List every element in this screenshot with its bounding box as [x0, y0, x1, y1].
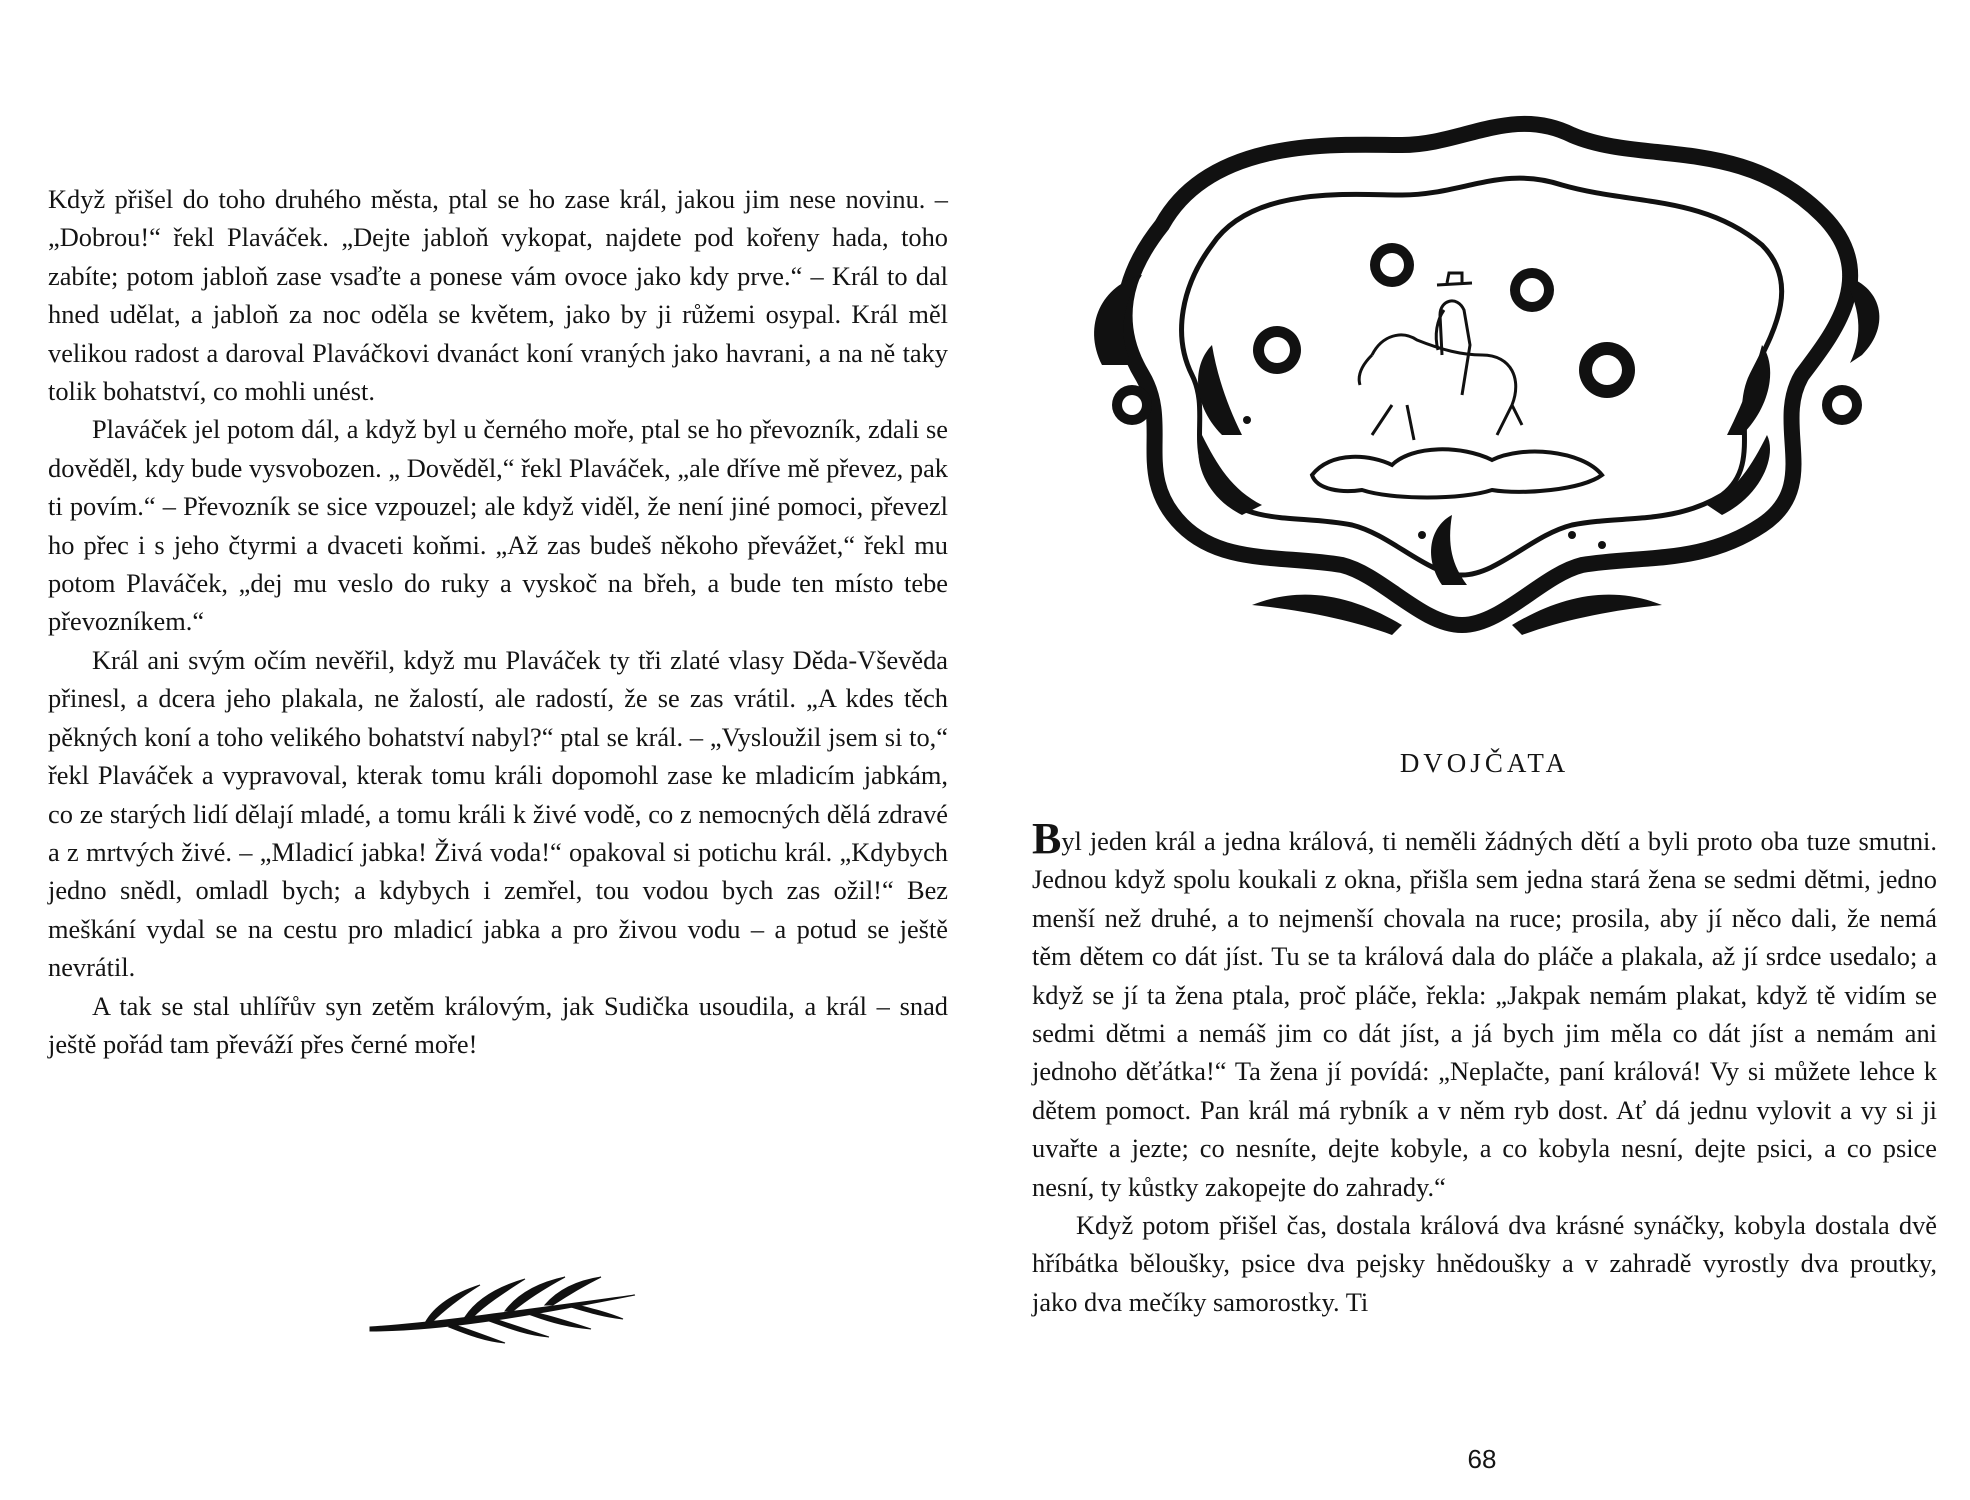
- paragraph: A tak se stal uhlířův syn zetěm královým, jak Sudička usoudila, a král – snad ještě pořád tam převáží přes černé moře!: [48, 990, 948, 1059]
- paragraph: Když potom přišel čas, dostala králová dva krásné synáčky, kobyla dostala dvě hříbátka běloušky, psice dva pejsky hnědoušky a v zahradě vyrostly dva proutky, jako dva mečíky samorostky. Ti: [1032, 1210, 1937, 1317]
- right-page: [1032, 0, 1937, 1500]
- right-page-text: [1032, 814, 1937, 1321]
- paragraph-text: yl jeden král a jedna králová, ti neměli žádných dětí a byli proto oba tuze smutni. Jednou když spolu koukali z okna, přišla sem jedna stará žena se sedmi dětmi, jedno menší než druhé, a to nejmenší chovala na ruce; prosila, aby jí něco dali, že nemá těm dětem co dát jíst. Tu se ta králová dala do pláče a plakala, až jí srdce usedalo; a když se jí ta žena ptala, proč pláče, řekla: „Jakpak nemám plakat, když tě vidím se sedmi dětmi a nemáš jim co dát jíst, a já bych jim měla co dát jíst a nemám ani jednoho děťátka!“ Ta žena jí povídá: „Neplačte, paní králová! Vy si můžete lehce k dětem pomoct. Pan král má rybník a v něm ryb dost. Ať dá jednu vylovit a vy si ji uvařte a jezte; co nesníte, dejte kobyle, a co kobyla nesní, dejte psici, a co psice nesní, ty kůstky zakopejte do zahrady.“: [1032, 826, 1937, 1202]
- left-page-text: [48, 180, 948, 1063]
- story-title: DVOJČATA: [1399, 748, 1570, 778]
- paragraph: Plaváček jel potom dál, a když byl u černého moře, ptal se ho převozník, zdali se dověděl, kdy bude vysvobozen. „ Dověděl,“ řekl Plaváček, „ale dříve mě převez, pak ti povím.“ – Převozník se sice vzpouzel; ale když viděl, že není jiné pomoci, převezl ho přec i s jeho čtyrmi a dvaceti koňmi. „Až zas budeš někoho převážet,“ řekl mu potom Plaváček, „dej mu veslo do ruky a vyskoč na břeh, a bude ten místo tebe převozníkem.“: [48, 414, 948, 637]
- paragraph: [1032, 814, 1937, 1206]
- paragraph: Když přišel do toho druhého města, ptal se ho zase král, jakou jim nese novinu. – „Dobrou!“ řekl Plaváček. „Dejte jabloň vykopat, najdete pod kořeny hada, toho zabíte; potom jabloň zase vsaďte a ponese vám ovoce jako kdy prve.“ – Král to dal hned udělat, a jabloň za noc oděla se květem, jako by ji růžemi osypal. Král měl velikou radost a daroval Plaváčkovi dvanáct koní vraných jako havrani, a na ně taky tolik bohatství, co mohli unést.: [48, 184, 948, 407]
- page-number: 68: [1467, 1444, 1497, 1474]
- paragraph: Král ani svým očím nevěřil, když mu Plaváček ty tři zlaté vlasy Děda-Vševěda přinesl, a dcera jeho plakala, ne žalostí, ale radostí, že se zas vrátil. „A kdes těch pěkných koní a toho velikého bohatství nabyl?“ ptal se král. – „Vysloužil jsem si to,“ řekl Plaváček a vypravoval, kterak tomu králi dopomohl zase ke mladicím jabkám, co ze starých lidí dělají mladé, a tomu králi k živé vodě, co z nemocných dělá zdravé a z mrtvých živé. – „Mladicí jabka! Živá voda!“ opakoval si potichu král. „Kdybych jedno snědl, omladl bych; a kdybych i zemřel, tou vodou bych zas ožil!“ Bez meškání vydal se na cestu pro mladicí jabka a pro živou vodu – a potud se ještě nevrátil.: [48, 644, 948, 983]
- cartouche-horseman-icon: [1042, 105, 1942, 665]
- drop-cap: B: [1032, 814, 1062, 863]
- fern-ornament-icon: [365, 1265, 640, 1345]
